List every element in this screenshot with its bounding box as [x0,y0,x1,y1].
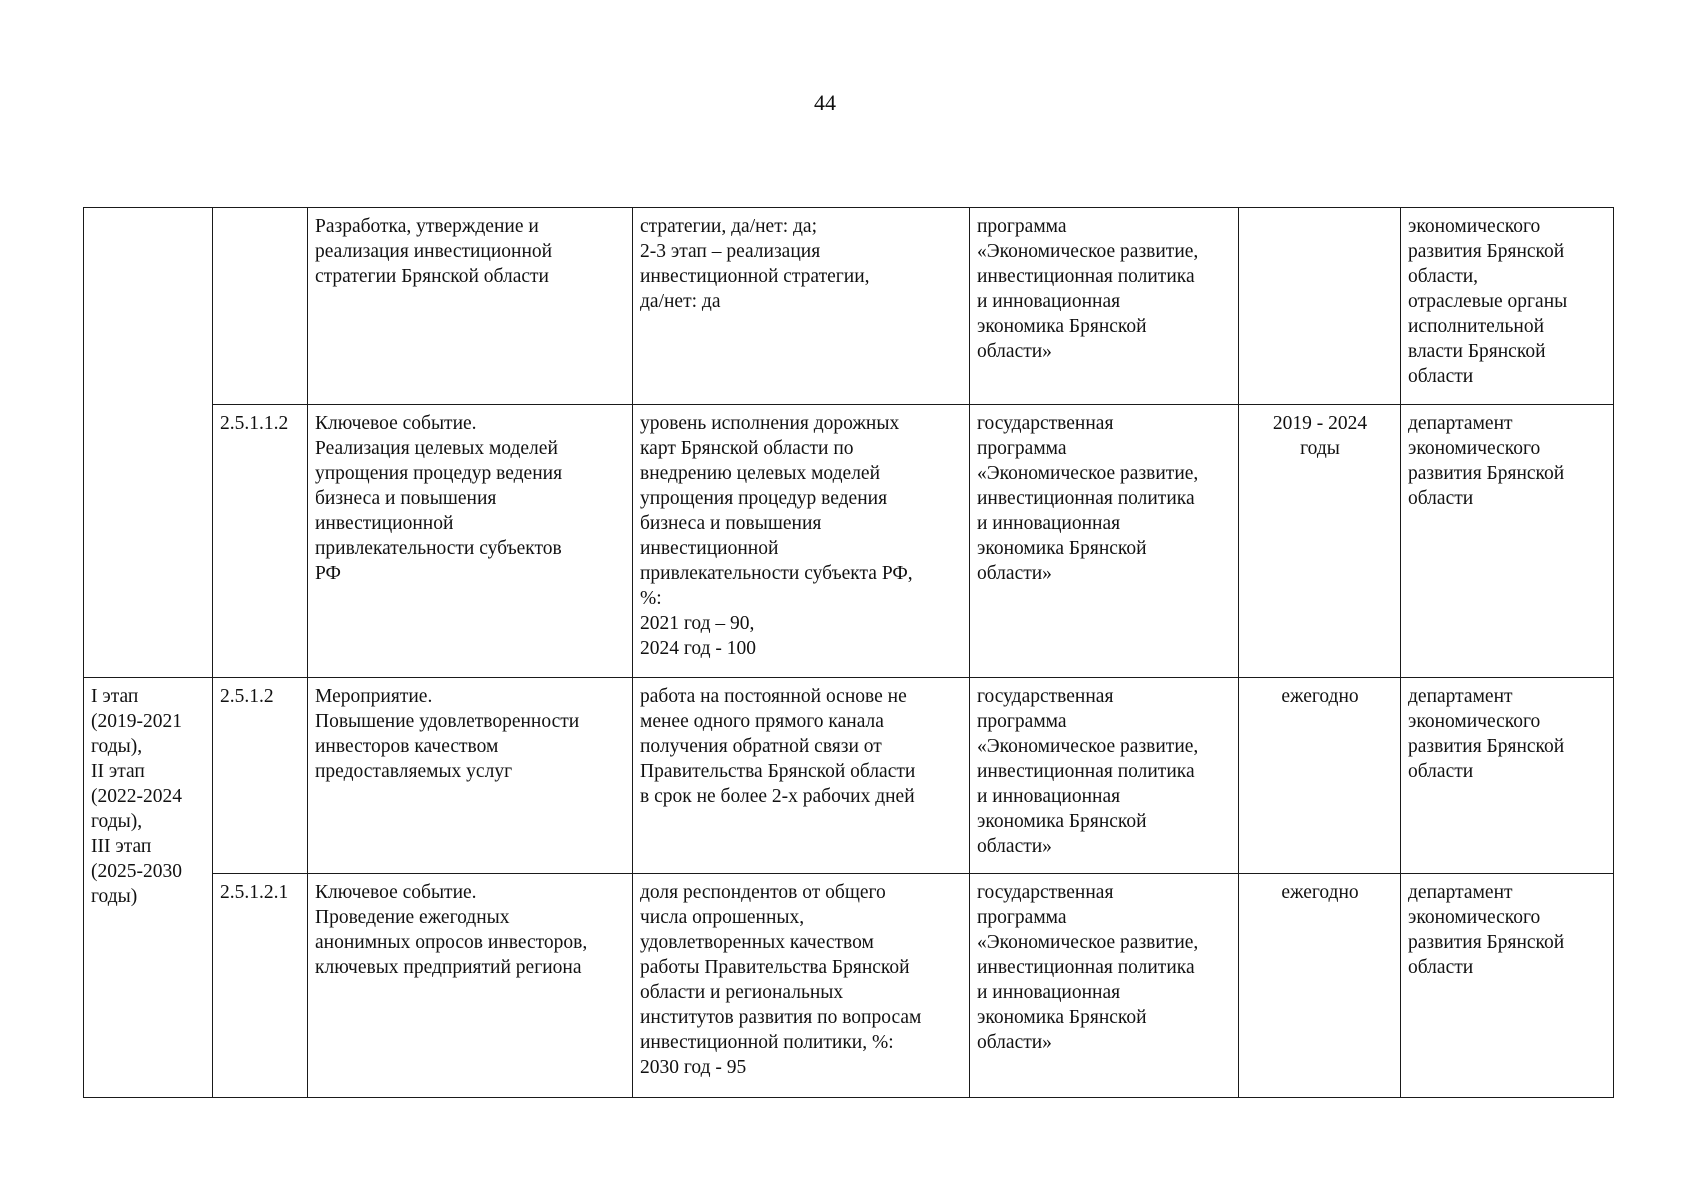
measure-name-cell: Мероприятие. Повышение удовлетворенности инвесторов качеством предоставляемых услуг [308,678,633,874]
term-cell: ежегодно [1239,874,1401,1098]
stage-cell: I этап (2019-2021 годы), II этап (2022-2024 годы), III этап (2025-2030 годы) [84,678,213,1098]
table-row [84,208,1614,405]
code-cell [213,208,308,405]
executor-cell: департамент экономического развития Брянской области [1401,874,1614,1098]
measure-name-cell: Ключевое событие. Реализация целевых моделей упрощения процедур ведения бизнеса и повышения инвестиционной привлекательности субъектов РФ [308,405,633,678]
executor-cell: департамент экономического развития Брянской области [1401,678,1614,874]
table-row [84,678,1614,874]
indicator-cell: доля респондентов от общего числа опрошенных, удовлетворенных качеством работы Правительства Брянской области и региональных институтов развития по вопросам инвестиционной политики, %: 2030 год - 95 [633,874,970,1098]
indicator-cell: работа на постоянной основе не менее одного прямого канала получения обратной связи от Правительства Брянской области в срок не более 2-х рабочих дней [633,678,970,874]
code-cell: 2.5.1.2.1 [213,874,308,1098]
page-number: 44 [814,90,836,115]
measures-table [83,207,1614,1098]
stage-cell [84,208,213,678]
program-cell: государственная программа «Экономическое развитие, инвестиционная политика и инновационная экономика Брянской области» [970,405,1239,678]
measure-name-cell: Разработка, утверждение и реализация инвестиционной стратегии Брянской области [308,208,633,405]
executor-cell: департамент экономического развития Брянской области [1401,405,1614,678]
program-cell: государственная программа «Экономическое развитие, инвестиционная политика и инновационная экономика Брянской области» [970,874,1239,1098]
executor-cell: экономического развития Брянской области, отраслевые органы исполнительной власти Брянской области [1401,208,1614,405]
measure-name-cell: Ключевое событие. Проведение ежегодных анонимных опросов инвесторов, ключевых предприятий региона [308,874,633,1098]
table-row [84,874,1614,1098]
code-cell: 2.5.1.1.2 [213,405,308,678]
code-cell: 2.5.1.2 [213,678,308,874]
term-cell [1239,208,1401,405]
table-row [84,405,1614,678]
term-cell: ежегодно [1239,678,1401,874]
term-cell: 2019 - 2024 годы [1239,405,1401,678]
indicator-cell: стратегии, да/нет: да; 2-3 этап – реализация инвестиционной стратегии, да/нет: да [633,208,970,405]
indicator-cell: уровень исполнения дорожных карт Брянской области по внедрению целевых моделей упрощения процедур ведения бизнеса и повышения инвестиционной привлекательности субъекта РФ, %: 2021 год – 90, 2024 год - 100 [633,405,970,678]
program-cell: государственная программа «Экономическое развитие, инвестиционная политика и инновационная экономика Брянской области» [970,678,1239,874]
program-cell: программа «Экономическое развитие, инвестиционная политика и инновационная экономика Брянской области» [970,208,1239,405]
